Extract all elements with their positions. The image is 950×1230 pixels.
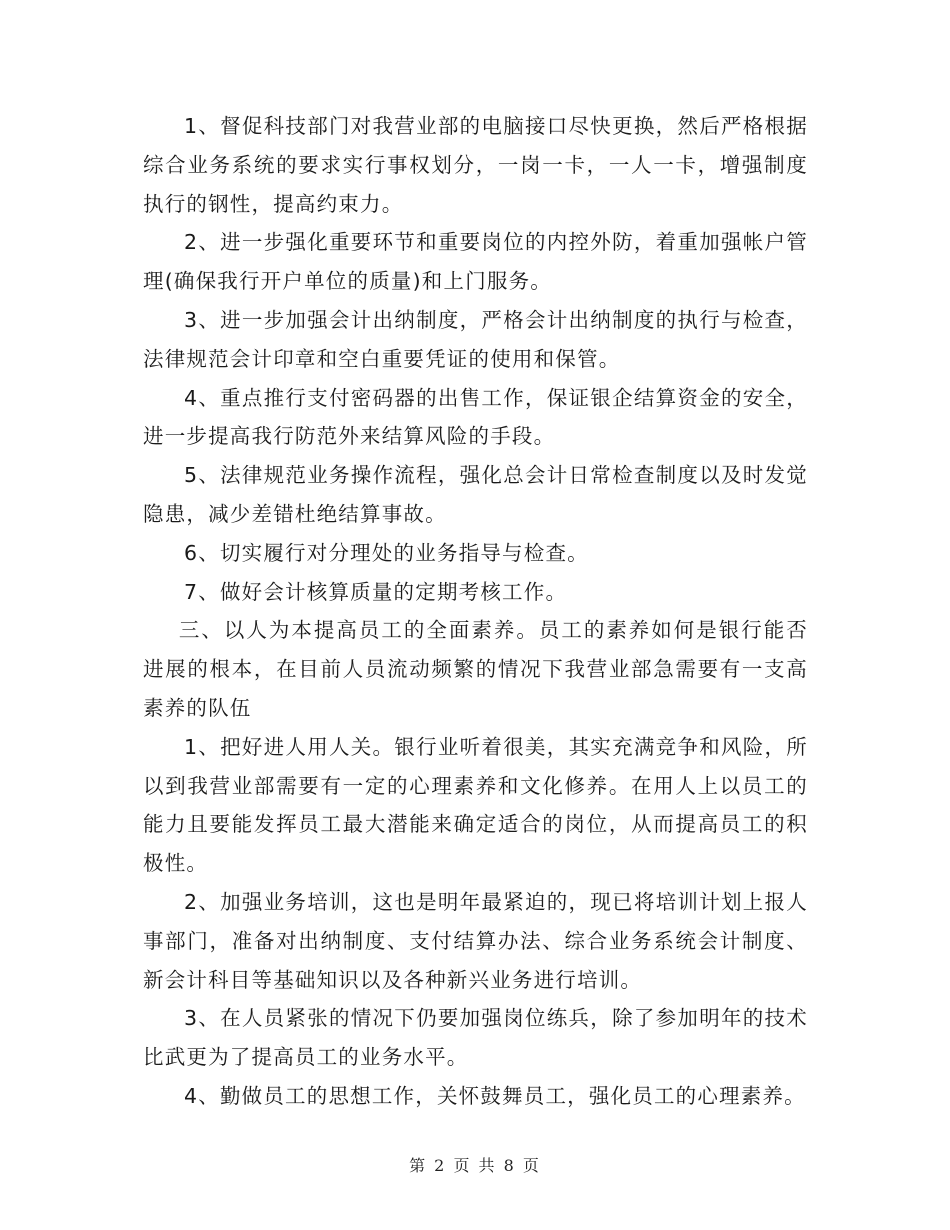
paragraph-item-6: 6、切实履行对分理处的业务指导与检查。 — [184, 540, 589, 565]
paragraph-item-7: 7、做好会计核算质量的定期考核工作。 — [184, 579, 568, 604]
paragraph-sub-item-4: 4、勤做员工的思想工作，关怀鼓舞员工，强化员工的心理素养。 — [184, 1083, 806, 1108]
page-number-label: 第 2 页 共 8 页 — [409, 1156, 541, 1175]
paragraph-item-2: 2、进一步强化重要环节和重要岗位的内控外防，着重加强帐户管理(确保我行开户单位的质量)和上门服务。 — [143, 230, 808, 294]
paragraph-item-1: 1、督促科技部门对我营业部的电脑接口尽快更换，然后严格根据综合业务系统的要求实行事权划分，一岗一卡，一人一卡，增强制度执行的钢性，提高约束力。 — [143, 114, 808, 216]
paragraph-sub-item-3: 3、在人员紧张的情况下仍要加强岗位练兵，除了参加明年的技术比武更为了提高员工的业务水平。 — [143, 1006, 808, 1070]
paragraph-item-3: 3、进一步加强会计出纳制度，严格会计出纳制度的执行与检查，法律规范会计印章和空白重要凭证的使用和保管。 — [143, 307, 808, 371]
document-body — [143, 107, 808, 1116]
section-heading-paragraph: 三、以人为本提高员工的全面素养。员工的素养如何是银行能否进展的根本，在目前人员流动频繁的情况下我营业部急需要有一支高素养的队伍 — [143, 618, 808, 720]
paragraph-item-4: 4、重点推行支付密码器的出售工作，保证银企结算资金的安全，进一步提高我行防范外来结算风险的手段。 — [143, 385, 808, 449]
paragraph-item-5: 5、法律规范业务操作流程，强化总会计日常检查制度以及时发觉隐患，减少差错杜绝结算事故。 — [143, 463, 808, 526]
page-footer — [0, 1153, 950, 1176]
paragraph-sub-item-1: 1、把好进人用人关。银行业听着很美，其实充满竞争和风险，所以到我营业部需要有一定的心理素养和文化修养。在用人上以员工的能力且要能发挥员工最大潜能来确定适合的岗位，从而提高员工的积极性。 — [143, 734, 808, 876]
paragraph-sub-item-2: 2、加强业务培训，这也是明年最紧迫的，现已将培训计划上报人事部门，准备对出纳制度、支付结算办法、综合业务系统会计制度、新会计科目等基础知识以及各种新兴业务进行培训。 — [143, 889, 808, 992]
